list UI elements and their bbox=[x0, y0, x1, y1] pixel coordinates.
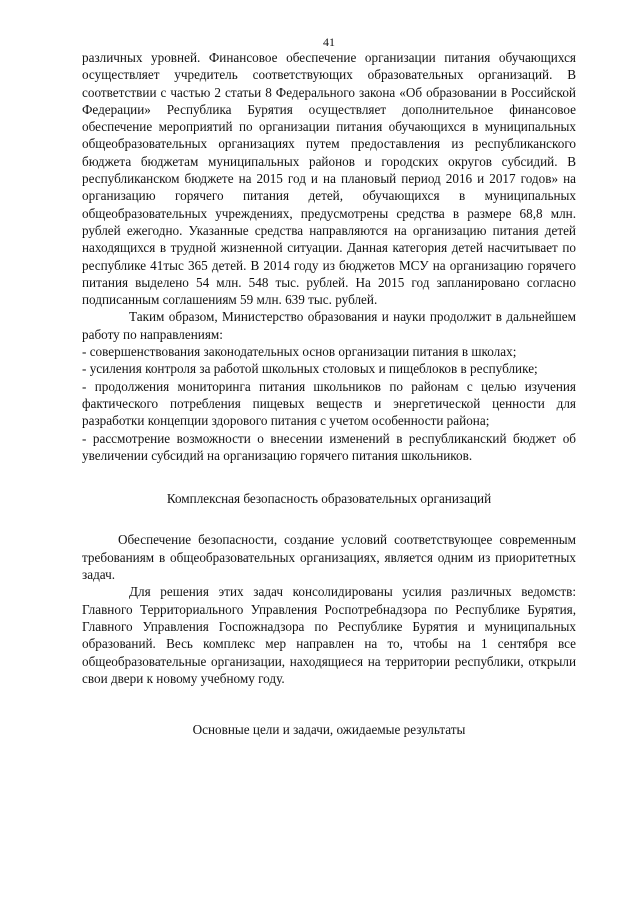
page-number: 41 bbox=[323, 35, 335, 49]
paragraph-ministry-directions: Таким образом, Министерство образования и науки продолжит в дальнейшем работу по направлениям: bbox=[82, 309, 576, 342]
paragraph-agencies: Для решения этих задач консолидированы усилия различных ведомств: Главного Территориального Управления Роспотребнадзора по Республике Бурятия, Главного Управления Госпожнадзора по Республике Бурятия и муниципальных образований. Весь комплекс мер направлен на то, чтобы на 1 сентября все общеобразовательные организации, находящиеся на территории республики, открыли свои двери к новому учебному году. bbox=[82, 584, 576, 686]
paragraph-food-financing: различных уровней. Финансовое обеспечение организации питания обучающихся осуществляет учредитель соответствующих образовательных организаций. В соответствии с частью 2 статьи 8 Федерального закона «Об образовании в Российской Федерации» Республика Бурятия осуществляет дополнительное финансовое обеспечение мероприятий по организации питания обучающихся в муниципальных общеобразовательных организациях путем предоставления из республиканского бюджета бюджетам муниципальных районов и городских округов субсидий. В республиканском бюджете на 2015 год и на плановый период 2016 и 2017 годов» на организацию горячего питания детей, обучающихся в муниципальных общеобразовательных учреждениях, предусмотрены средства в размере 68,8 млн. рублей ежегодно. Указанные средства направляются на организацию питания детей находящихся в трудной жизненной ситуации. Данная категория детей насчитывает по республике 41тыс 365 детей. В 2014 году из бюджетов МСУ на организацию горячего питания выделено 54 млн. 548 тыс. рублей. На 2015 год запланировано согласно подписанным соглашениям 59 млн. 639 тыс. рублей. bbox=[82, 50, 576, 308]
document-body bbox=[82, 49, 576, 738]
section-heading-safety: Комплексная безопасность образовательных организаций bbox=[166, 491, 492, 507]
spacer bbox=[82, 687, 576, 721]
list-item: - рассмотрение возможности о внесении изменений в республиканский бюджет об увеличении субсидий на организацию горячего питания школьников. bbox=[82, 430, 576, 463]
list-item: - совершенствования законодательных основ организации питания в школах; bbox=[82, 344, 517, 360]
spacer bbox=[82, 507, 576, 531]
paragraph-safety-priority: Обеспечение безопасности, создание условий соответствующее современным требованиям в общеобразовательных организациях, является одним из приоритетных задач. bbox=[82, 532, 576, 583]
list-item: - продолжения мониторинга питания школьников по районам с целью изучения фактического потребления пищевых веществ и энергетической ценности для разработки концепции здорового питания с учетом особенности района; bbox=[82, 378, 576, 429]
list-item: - усиления контроля за работой школьных столовых и пищеблоков в республике; bbox=[82, 361, 538, 377]
spacer bbox=[82, 464, 576, 490]
section-heading-goals: Основные цели и задачи, ожидаемые результаты bbox=[192, 722, 466, 738]
